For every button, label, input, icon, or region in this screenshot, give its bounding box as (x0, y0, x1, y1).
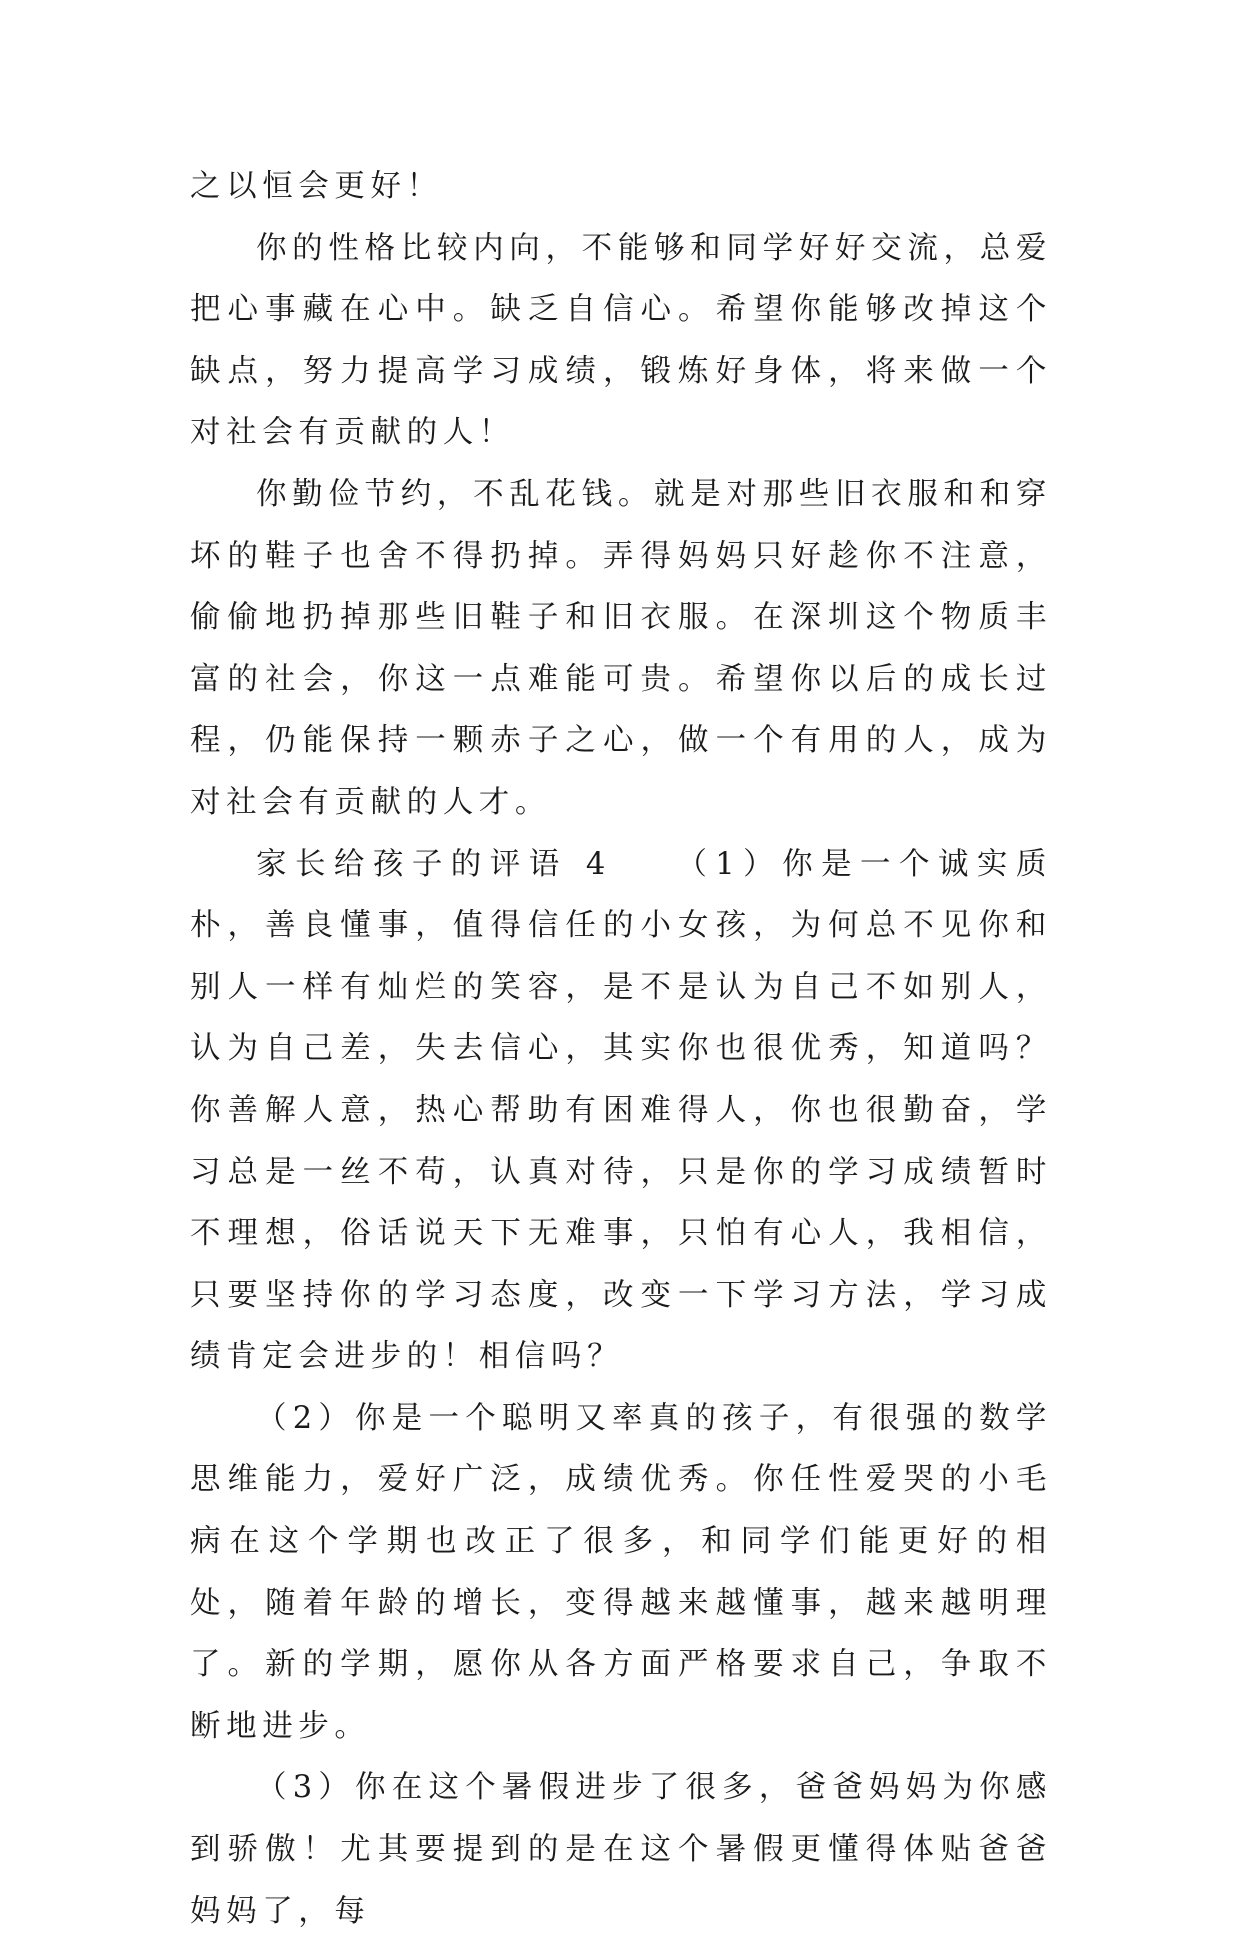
paragraph-frugal: 你勤俭节约，不乱花钱。就是对那些旧衣服和和穿坏的鞋子也舍不得扔掉。弄得妈妈只好趁你不注意，偷偷地扔掉那些旧鞋子和旧衣服。在深圳这个物质丰富的社会，你这一点难能可贵。希望你以后的成长过程，仍能保持一颗赤子之心，做一个有用的人，成为对社会有贡献的人才。 (190, 476, 1052, 820)
paragraph-item-3: （3）你在这个暑假进步了很多，爸爸妈妈为你感到骄傲！尤其要提到的是在这个暑假更懂得体贴爸爸妈妈了，每 (190, 1770, 1052, 1929)
document-page (190, 156, 1052, 1942)
paragraph-item-2: （2）你是一个聪明又率真的孩子，有很强的数学思维能力，爱好广泛，成绩优秀。你任性爱哭的小毛病在这个学期也改正了很多，和同学们能更好的相处，随着年龄的增长，变得越来越懂事，越来越明理了。新的学期，愿你从各方面严格要求自己，争取不断地进步。 (190, 1400, 1052, 1744)
paragraph-introverted: 你的性格比较内向，不能够和同学好好交流，总爱把心事藏在心中。缺乏自信心。希望你能够改掉这个缺点，努力提高学习成绩，锻炼好身体，将来做一个对社会有贡献的人！ (190, 230, 1052, 451)
paragraph-comment-4-item-1: 家长给孩子的评语 4 （1）你是一个诚实质朴，善良懂事，值得信任的小女孩，为何总不见你和别人一样有灿烂的笑容，是不是认为自己不如别人，认为自己差，失去信心，其实你也很优秀，知道吗？你善解人意，热心帮助有困难得人，你也很勤奋，学习总是一丝不苟，认真对待，只是你的学习成绩暂时不理想，俗话说天下无难事，只怕有心人，我相信，只要坚持你的学习态度，改变一下学习方法，学习成绩肯定会进步的！相信吗？ (190, 846, 1052, 1375)
paragraph-continuation: 之以恒会更好！ (190, 169, 443, 204)
